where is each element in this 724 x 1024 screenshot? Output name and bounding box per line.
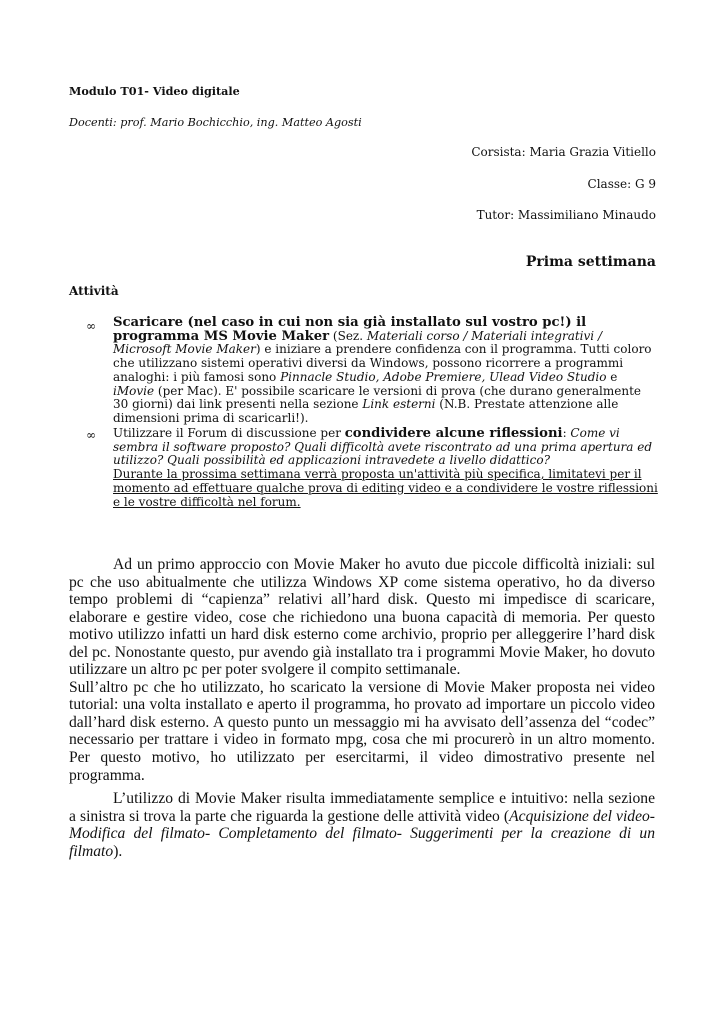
activity-item-download bbox=[113, 316, 658, 426]
text-run-italic: Acquisizione del video- Modifica del filmato- Completamento del filmato- Suggerimenti per la creazione di un filmato bbox=[69, 807, 656, 860]
text-run: ) e iniziare a prendere confidenza con il programma. Tutti coloro che utilizzano sistemi operativi diversi da Windows, possono ricorrere a programmi analoghi: i più famosi sono bbox=[113, 342, 652, 384]
text-run: L’utilizzo di Movie Maker risulta immediatamente semplice e intuitivo: nella sezione a sinistra si trova la parte che riguarda la gestione delle attività video ( bbox=[69, 790, 655, 825]
text-run-italic: iMovie bbox=[113, 383, 155, 398]
text-run: (per Mac). E' possibile scaricare le versioni di prova (che durano generalmente 30 giorni) dai link presenti nella sezione bbox=[113, 383, 642, 412]
bullet-symbol: ∞ bbox=[86, 319, 96, 333]
paragraph-3 bbox=[69, 790, 655, 860]
text-run-italic: Materiali corso / Materiali integrativi / Microsoft Movie Maker bbox=[113, 328, 602, 357]
text-run: (Sez. bbox=[329, 328, 367, 343]
text-run: e bbox=[606, 369, 618, 384]
text-run-bold: condividere alcune riflessioni bbox=[344, 426, 563, 441]
teachers-line: Docenti: prof. Mario Bochicchio, ing. Matteo Agosti bbox=[69, 116, 362, 129]
text-run-italic: Link esterni bbox=[362, 397, 436, 412]
activity-item-forum bbox=[113, 427, 658, 509]
activities-heading: Attività bbox=[69, 284, 119, 298]
text-run: Utilizzare il Forum di discussione per bbox=[113, 426, 345, 440]
paragraph-1: Ad un primo approccio con Movie Maker ho avuto due piccole difficoltà iniziali: sul pc che uso abitualmente che utilizza Windows XP come sistema operativo, ho da diverso tempo problemi di “capienza” relativi all’hard disk. Questo mi impedisce di scaricare, elaborare e gestire video, cose che richiedono una buona capacità di memoria. Per questo motivo utilizzo infatti un hard disk esterno come archivio, proprio per alleggerire l’hard disk del pc. Nonostante questo, pur avendo già installato tra i programmi Movie Maker, ho dovuto utilizzare un altro pc per poter svolgere il compito settimanale. bbox=[69, 556, 655, 679]
activity-lead: Scaricare (nel caso in cui non sia già installato sul vostro pc!) il programma MS Movie Maker bbox=[113, 315, 587, 344]
text-run-underlined: Durante la prossima settimana verrà proposta un'attività più specifica, limitatevi per il momento ad effettuare qualche prova di editing video e a condividere le vostre riflessioni e le vostre difficoltà nel forum. bbox=[113, 467, 658, 509]
bullet-symbol: ∞ bbox=[86, 428, 96, 442]
text-run-italic: Pinnacle Studio, Adobe Premiere, Ulead Video Studio bbox=[280, 369, 607, 384]
text-run-italic: Come vi sembra il software proposto? Quali difficoltà avete riscontrato ad una prima apertura ed utilizzo? Quali possibilità ed applicazioni intravedete a livello didattico? bbox=[113, 426, 653, 468]
week-title: Prima settimana bbox=[525, 254, 656, 270]
tutor-line: Tutor: Massimiliano Minaudo bbox=[476, 208, 656, 222]
paragraph-2: Sull’altro pc che ho utilizzato, ho scaricato la versione di Movie Maker proposta nei video tutorial: una volta installato e aperto il programma, ho provato ad importare un piccolo video dall’hard disk esterno. A questo punto un messaggio mi ha avvisato dell’assenza del “codec” necessario per trattare i video in formato mpg, cosa che mi procurerò in un altro momento. Per questo motivo, ho utilizzato per esercitarmi, il video dimostrativo presente nel programma. bbox=[69, 678, 655, 784]
body-paragraphs bbox=[69, 556, 655, 784]
module-title: Modulo T01- Video digitale bbox=[69, 84, 240, 98]
text-run: (N.B. Prestate attenzione alle dimensioni prima di scaricarli!). bbox=[113, 397, 619, 425]
text-run: ). bbox=[113, 842, 123, 860]
class-line: Classe: G 9 bbox=[587, 177, 656, 191]
student-line: Corsista: Maria Grazia Vitiello bbox=[471, 145, 656, 159]
text-run: : bbox=[562, 426, 571, 440]
